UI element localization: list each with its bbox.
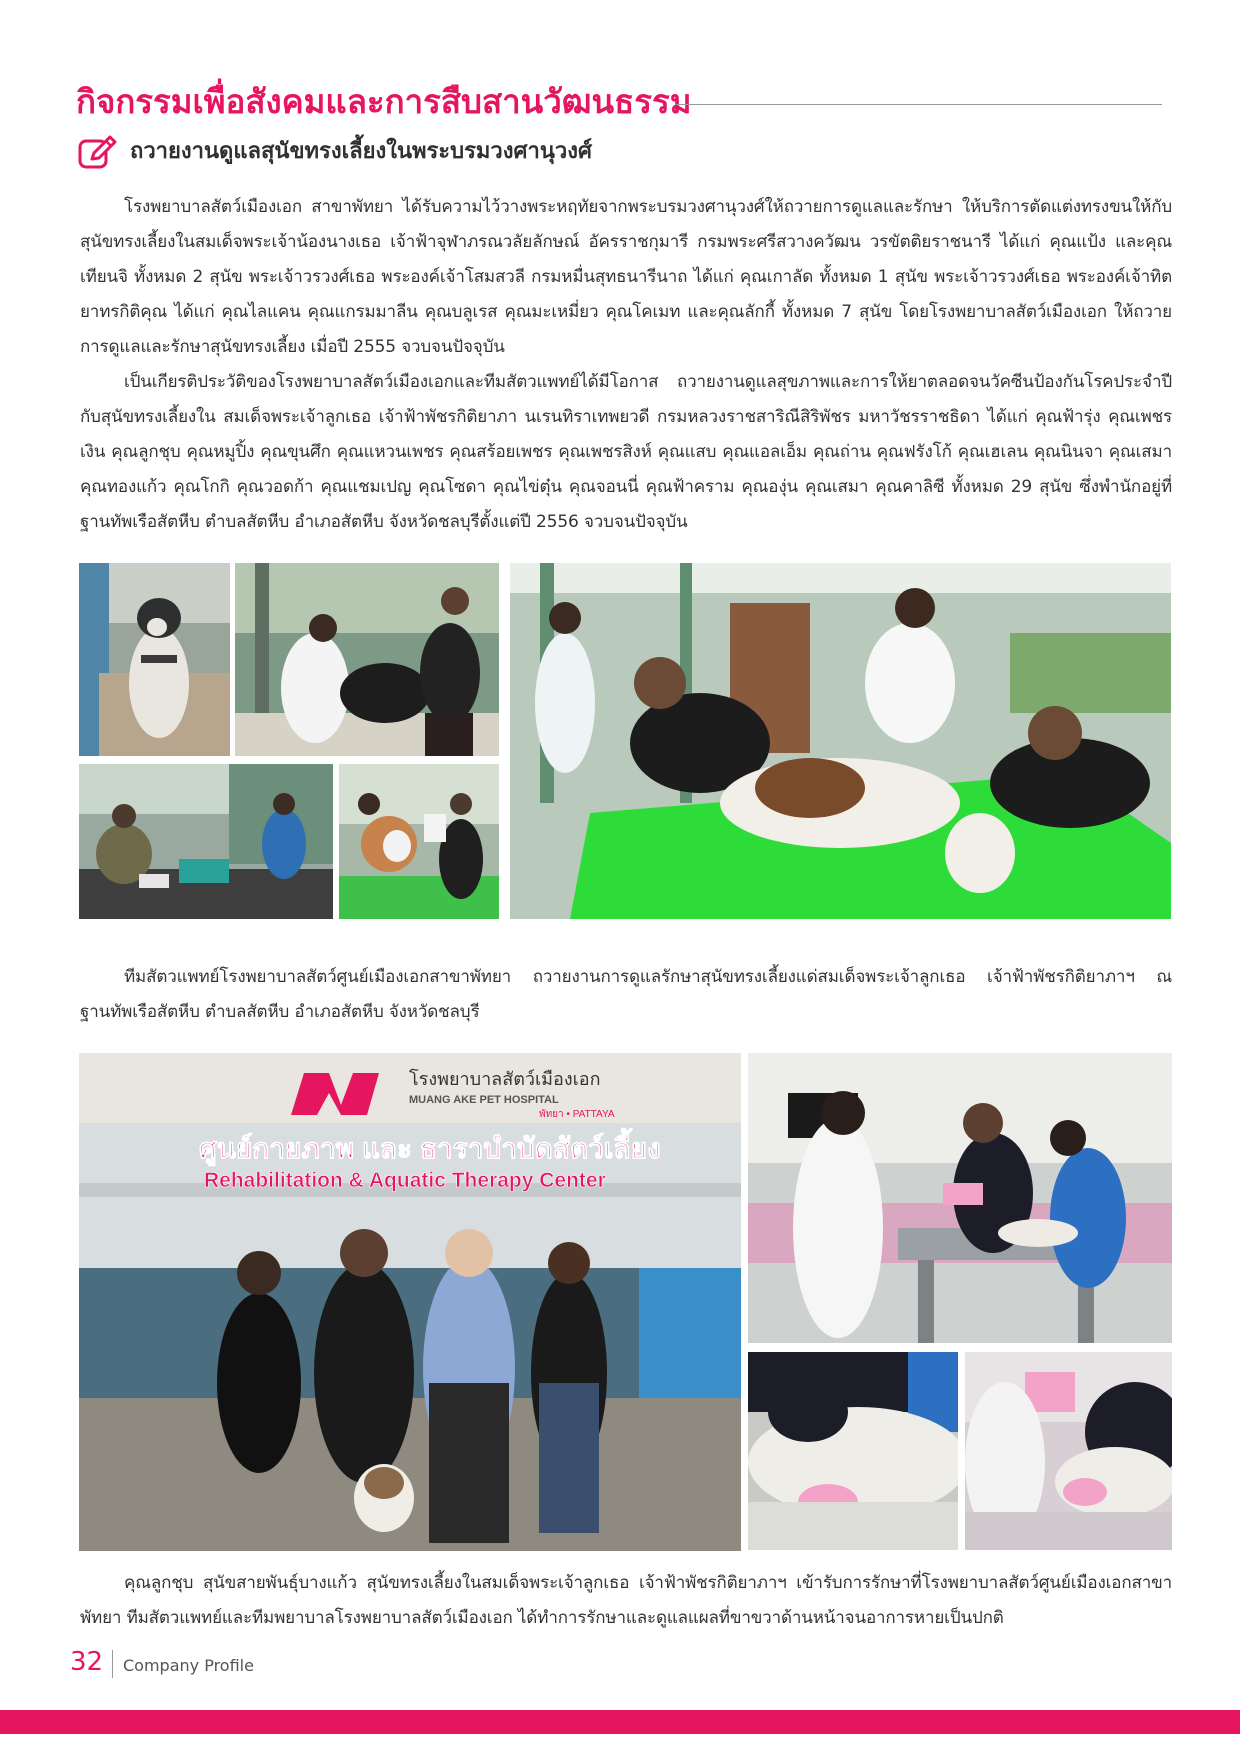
sign-center-en: Rehabilitation & Aquatic Therapy Center: [204, 1169, 606, 1192]
title-rule: [676, 104, 1162, 105]
sign-branch: พัทยา • PATTAYA: [539, 1109, 615, 1120]
subtitle: ถวายงานดูแลสุนัขทรงเลี้ยงในพระบรมวงศานุวงศ์: [130, 139, 592, 164]
photo-dog-on-green-mat: [339, 764, 499, 919]
paragraph-royal-dogs: โรงพยาบาลสัตว์เมืองเอก สาขาพัทยา ได้รับความไว้วางพระหฤทัยจากพระบรมวงศานุวงศ์ให้ถวายการดูแลและรักษา ให้บริการตัดแต่งทรงขนให้กับสุนัขทรงเลี้ยงในสมเด็จพระเจ้าน้องนางเธอ เจ้าฟ้าจุฬาภรณวลัยลักษณ์ อัครราชกุมารี กรมพระศรีสวางควัฒน วรขัตติยราชนารี ได้แก่ คุณแป้ง และคุณเทียนจิ ทั้งหมด 2 สุนัข พระเจ้าวรวงศ์เธอ พระองค์เจ้าโสมสวลี กรมหมื่นสุทธนารีนาถ ได้แก่ คุณเกาลัด ทั้งหมด 1 สุนัข พระเจ้าวรวงศ์เธอ พระองค์เจ้าทิตยาทรกิติคุณ ได้แก่ คุณไลแคน คุณแกรมมาลีน คุณบลูเรส คุณมะเหมี่ยว คุณโคเมท และคุณลักกี้ ทั้งหมด 7 สุนัข โดยโรงพยาบาลสัตว์เมืองเอก ให้ถวายการดูแลและรักษาสุนัขทรงเลี้ยง เมื่อปี 2555 จวบจนปัจจุบัน: [80, 197, 1172, 357]
section-title: กิจกรรมเพื่อสังคมและการสืบสานวัฒนธรรม: [76, 82, 692, 121]
photo-leg-treatment: [965, 1352, 1172, 1550]
caption-naval-base-photos: ทีมสัตวแพทย์โรงพยาบาลสัตว์ศูนย์เมืองเอกสาขาพัทยา ถวายงานการดูแลรักษาสุนัขทรงเลี้ยงแด่สมเด็จพระเจ้าลูกเธอ เจ้าฟ้าพัชรกิติยาภาฯ ณ ฐานทัพเรือสัตหีบ ตำบลสัตหีบ อำเภอสัตหีบ จังหวัดชลบุรี: [80, 967, 1172, 1022]
page-number: 32: [70, 1647, 104, 1677]
photo-vet-examining-dog: [235, 563, 499, 756]
caption-rehab-treatment: คุณลูกชุบ สุนัขสายพันธุ์บางแก้ว สุนัขทรงเลี้ยงในสมเด็จพระเจ้าลูกเธอ เจ้าฟ้าพัชรกิติยาภาฯ เข้ารับการรักษาที่โรงพยาบาลสัตว์ศูนย์เมืองเอกสาขาพัทยา ทีมสัตวแพทย์และทีมพยาบาลโรงพยาบาลสัตว์เมืองเอก ได้ทำการรักษาและดูแลแผลที่ขาขวาด้านหน้าจนอาการหายเป็นปกติ: [80, 1573, 1172, 1628]
photo-dog-treatment-table: [510, 563, 1171, 919]
sign-hospital-name-th: โรงพยาบาลสัตว์เมืองเอก: [409, 1069, 601, 1089]
sign-center-th: ศูนย์กายภาพ และ ธาราบำบัดสัตว์เลี้ยง: [199, 1133, 661, 1164]
photo-dog-sitting: [79, 563, 230, 756]
footer-label: Company Profile: [123, 1656, 254, 1675]
paragraph-naval-base-dogs: เป็นเกียรติประวัติของโรงพยาบาลสัตว์เมืองเอกและทีมสัตวแพทย์ได้มีโอกาส ถวายงานดูแลสุขภาพและการให้ยาตลอดจนวัคซีนป้องกันโรคประจำปีกับสุนัขทรงเลี้ยงใน สมเด็จพระเจ้าลูกเธอ เจ้าฟ้าพัชรกิติยาภา นเรนทิราเทพยวดี กรมหลวงราชสาริณีสิริพัชร มหาวัชรราชธิดา ได้แก่ คุณฟ้ารุ่ง คุณเพชรเงิน คุณลูกชุบ คุณหมูปิ้ง คุณขุนศึก คุณแหวนเพชร คุณสร้อยเพชร คุณเพชรสิงห์ คุณแสบ คุณแอลเอ็ม คุณถ่าน คุณฟรังโก้ คุณเฮเลน คุณนินจา คุณเสมา คุณทองแก้ว คุณโกกิ คุณวอดก้า คุณแชมเปญ คุณโซดา คุณไข่ตุ๋น คุณจอนนี่ คุณฟ้าคราม คุณองุ่น คุณเสมา คุณคาลิซี ทั้งหมด 29 สุนัข ซึ่งพำนักอยู่ที่ฐานทัพเรือสัตหีบ ตำบลสัตหีบ อำเภอสัตหีบ จังหวัดชลบุรีตั้งแต่ปี 2556 จวบจนปัจจุบัน: [80, 372, 1172, 532]
edit-icon: [78, 135, 118, 171]
sign-hospital-name-en: MUANG AKE PET HOSPITAL: [409, 1094, 559, 1106]
photo-rehab-center-group: [79, 1053, 741, 1551]
photo-clinic-desk: [79, 764, 333, 919]
footer-separator: [112, 1650, 113, 1678]
photo-exam-room: [748, 1053, 1172, 1343]
photo-leg-bandage: [748, 1352, 958, 1550]
footer-bar: [0, 1710, 1240, 1734]
